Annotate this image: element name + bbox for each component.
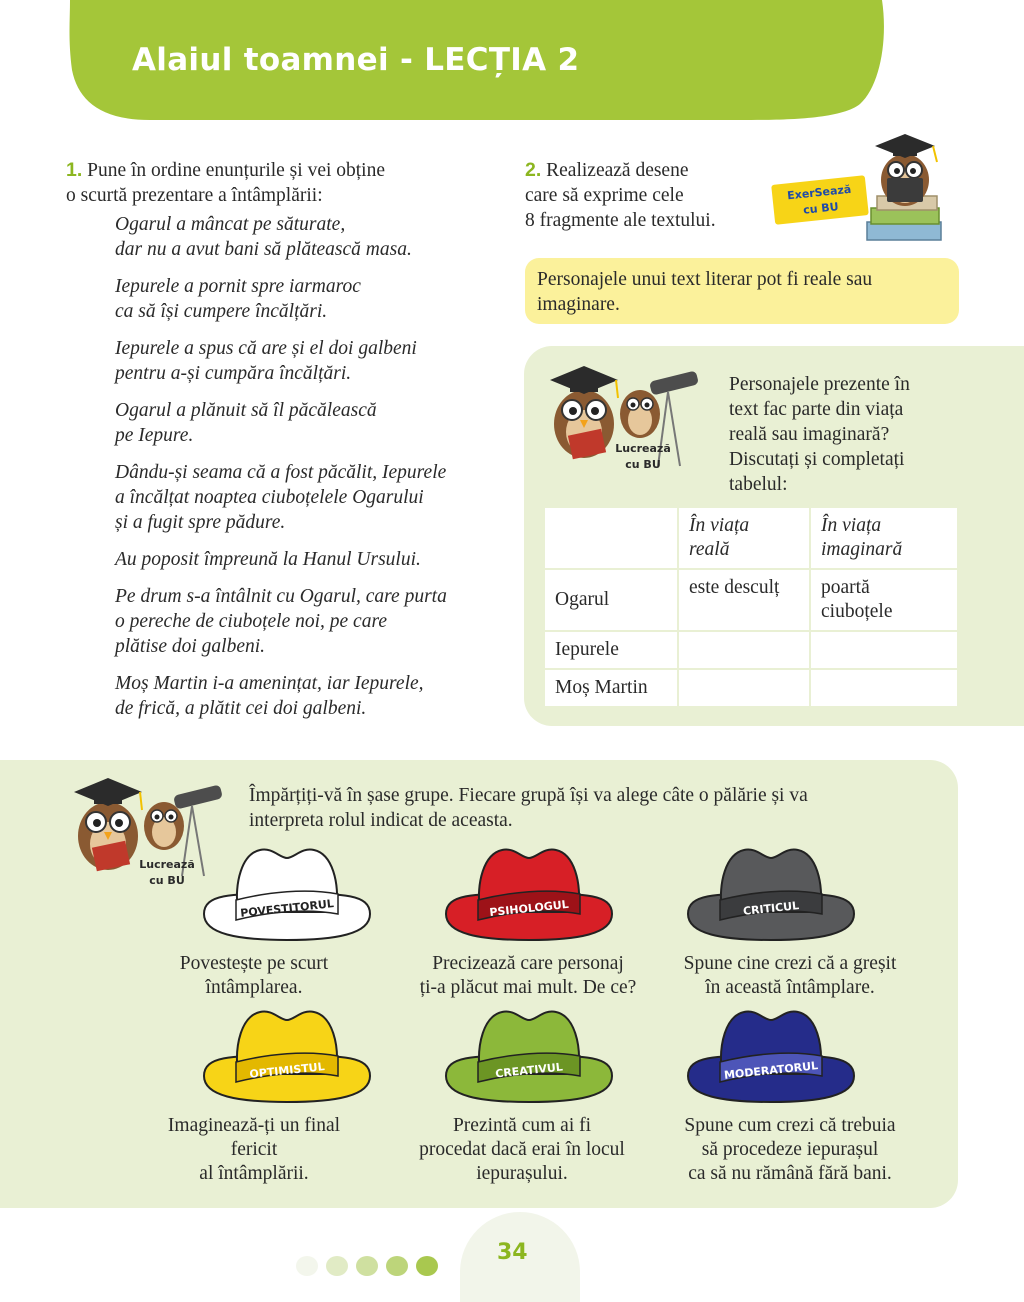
exercise-1-number: 1. <box>66 159 83 181</box>
exercise-2-prompt: 2. Realizează desene care să exprime cele 8 fragmente ale textului. <box>525 159 716 231</box>
hat-caption: Prezintă cum ai fi procedat dacă erai în locul iepurașului. <box>419 1115 625 1184</box>
hat-psihologul-icon <box>440 842 618 944</box>
table-cell: Ogarul <box>544 569 678 631</box>
page-number: 34 <box>497 1240 528 1265</box>
footer-dot <box>356 1256 378 1276</box>
table-cell: Iepurele <box>544 631 678 669</box>
exercise-2-number: 2. <box>525 159 542 181</box>
hat-label: PSIHOLOGUL <box>488 897 570 920</box>
hat-creativul-icon <box>440 1004 618 1106</box>
table-cell: Moș Martin <box>544 669 678 707</box>
characters-table <box>543 506 959 708</box>
table-header-cell: În viața imaginară <box>810 507 958 569</box>
hat-caption: Imaginează-ți un final fericit al întâmplării. <box>167 1115 341 1184</box>
hat-label: MODERATORUL <box>723 1059 819 1082</box>
table-row <box>544 631 958 669</box>
table-cell[interactable] <box>810 631 958 669</box>
hat-label: CREATIVUL <box>494 1060 564 1081</box>
hat-optimistul-icon <box>198 1004 376 1106</box>
footer-dot <box>326 1256 348 1276</box>
table-cell: poartă ciuboțele <box>810 569 958 631</box>
lucreaza-owls-icon <box>540 362 715 482</box>
table-cell[interactable] <box>810 669 958 707</box>
discussion-text: Personajele prezente în text fac parte din viața reală sau imaginară? Discutați și completați tabelul: <box>729 374 910 495</box>
exerseaza-sublabel: cu BU <box>802 200 840 217</box>
sentence-item: Pe drum s-a întâlnit cu Ogarul, care purta o pereche de ciuboțele noi, pe care plătise doi galbeni. <box>115 586 447 657</box>
sentence-item: Ogarul a mâncat pe săturate, dar nu a avut bani să plătească masa. <box>115 214 412 260</box>
sentence-item: Au poposit împreună la Hanul Ursului. <box>115 549 421 570</box>
hat-caption: Spune cum crezi că trebuia să procedeze iepurașul ca să nu rămână fără bani. <box>684 1115 896 1184</box>
hat-caption: Precizează care personaj ți-a plăcut mai mult. De ce? <box>419 953 637 998</box>
lucreaza-label: Lucrează <box>615 442 671 455</box>
lesson-title: Alaiul toamnei - LECȚIA 2 <box>132 42 580 78</box>
hat-criticul-icon <box>682 842 860 944</box>
table-header-row <box>544 507 958 569</box>
sentence-item: Ogarul a plănuit să îl păcălească pe Iepure. <box>115 400 377 446</box>
hat-moderatorul-icon <box>682 1004 860 1106</box>
table-cell[interactable] <box>678 669 810 707</box>
hat-label: POVESTITORUL <box>239 897 335 920</box>
sentence-item: Iepurele a pornit spre iarmaroc ca să își cumpere încălțări. <box>115 276 361 322</box>
footer-dot <box>296 1256 318 1276</box>
lucreaza-label: Lucrează <box>139 858 195 871</box>
lucreaza-sublabel: cu BU <box>149 874 185 887</box>
table-header-cell: În viața reală <box>678 507 810 569</box>
sentence-item: Dându-și seama că a fost păcălit, Iepurele a încălțat noaptea ciuboțelele Ogarului și a fugit spre pădure. <box>115 462 447 533</box>
hat-label: OPTIMISTUL <box>248 1060 326 1081</box>
exerseaza-label: ExerSează <box>786 182 852 203</box>
table-row <box>544 669 958 707</box>
table-header-cell <box>544 507 678 569</box>
table-cell[interactable] <box>678 631 810 669</box>
exercise-1-prompt: 1. Pune în ordine enunțurile și vei obține o scurtă prezentare a întâmplării: <box>66 159 386 206</box>
hat-caption: Povestește pe scurt întâmplarea. <box>179 953 329 998</box>
group-activity-text: Împărțiți-vă în șase grupe. Fiecare grupă își va alege câte o pălărie și va interpreta rolul indicat de aceasta. <box>249 785 808 831</box>
note-text: Personajele unui text literar pot fi reale sau imaginare. <box>537 269 873 315</box>
sentence-item: Moș Martin i-a amenințat, iar Iepurele, de frică, a plătit cei doi galbeni. <box>115 673 424 719</box>
sentence-item: Iepurele a spus că are și el doi galbeni pentru a-și cumpăra încălțări. <box>115 338 417 384</box>
footer-dot <box>416 1256 438 1276</box>
footer-dot <box>386 1256 408 1276</box>
table-cell: este desculț <box>678 569 810 631</box>
hat-povestitorul-icon <box>198 842 376 944</box>
exerseaza-owl-icon <box>765 126 965 244</box>
lucreaza-sublabel: cu BU <box>625 458 661 471</box>
table-row <box>544 569 958 631</box>
sentence-list <box>115 212 495 733</box>
hat-caption: Spune cine crezi că a greșit în această întâmplare. <box>683 953 897 998</box>
hat-label: CRITICUL <box>742 899 800 918</box>
